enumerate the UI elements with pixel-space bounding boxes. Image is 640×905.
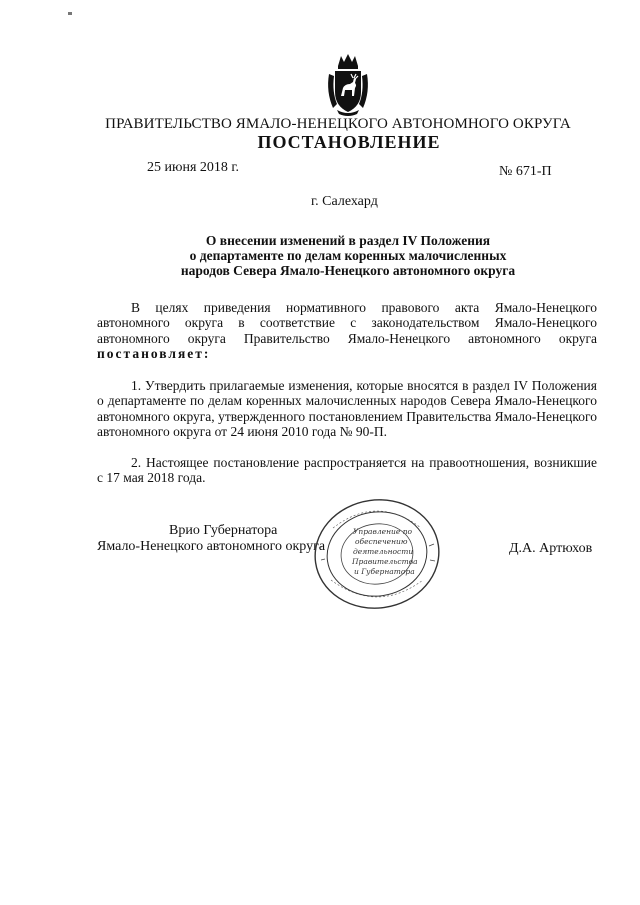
signer-role-line-2: Ямало-Ненецкого автономного округа [97, 539, 326, 554]
item-1-paragraph: 1. Утвердить прилагаемые изменения, которые вносятся в раздел IV Положения о департаменте по делам коренных малочисленных народов Севера Ямало-Ненецкого автономного округа, утвержденного постановлением Правительства Ямало-Ненецкого автономного округа от 24 июня 2010 года № 90-П. [97, 378, 597, 439]
item-2-paragraph: 2. Настоящее постановление распространяется на правоотношения, возникшие с 17 мая 2018 года. [97, 455, 597, 486]
document-date: 25 июня 2018 г. [147, 160, 240, 175]
svg-text:Управление по обеспечению: Управление по обеспечению деятельности Правительства и Губернатора [352, 527, 418, 576]
resolves-word: постановляет: [97, 345, 211, 361]
document-number: № 671-П [499, 164, 552, 179]
preamble-paragraph [97, 300, 597, 361]
document-type: ПОСТАНОВЛЕНИЕ [257, 132, 441, 152]
signer-role-line-1: Врио Губернатора [169, 523, 278, 538]
official-seal-stamp [313, 498, 441, 610]
scan-mark [68, 12, 72, 15]
document-city: г. Салехард [311, 194, 378, 209]
coat-of-arms-icon [323, 52, 373, 118]
title-line-3: народов Севера Ямало-Ненецкого автономного округа [180, 263, 516, 278]
title-line-2: о департаменте по делам коренных малочисленных [189, 248, 507, 263]
document-title [0, 233, 640, 278]
signer-name: Д.А. Артюхов [509, 541, 593, 556]
title-line-1: О внесении изменений в раздел IV Положения [205, 233, 491, 248]
signer-role [97, 523, 325, 555]
preamble-text: В целях приведения нормативного правового акта Ямало-Ненецкого автономного округа в соответствие с законодательством Ямало-Ненецкого автономного округа Правительство Ямало-Ненецкого автономного округа [97, 300, 597, 346]
organization-name: ПРАВИТЕЛЬСТВО ЯМАЛО-НЕНЕЦКОГО АВТОНОМНОГО ОКРУГА [105, 116, 571, 132]
